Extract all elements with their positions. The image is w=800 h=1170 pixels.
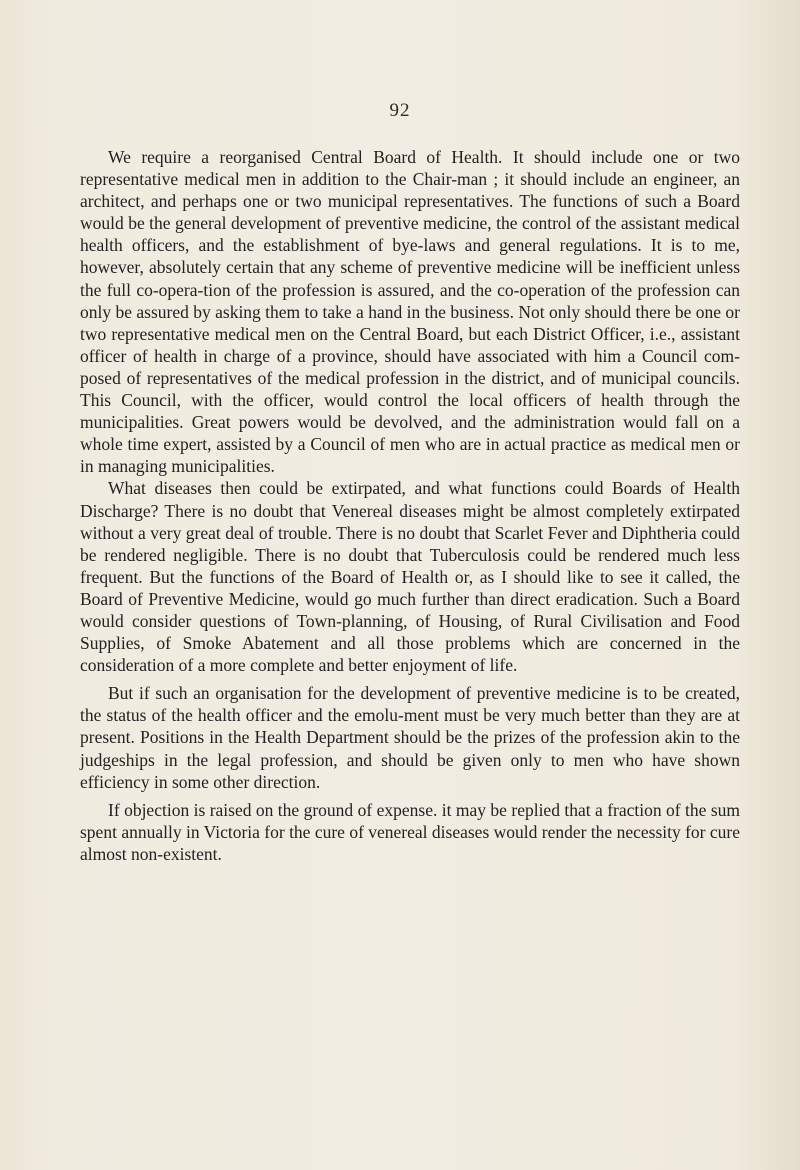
paragraph-2: What diseases then could be extirpated, and what functions could Boards of Health Discharge? There is no doubt that Venereal diseases might be almost completely extirpated without a very great deal of trouble. There is no doubt that Scarlet Fever and Diphtheria could be rendered negligible. There is no doubt that Tuberculosis could be rendered much less frequent. But the functions of the Board of Health or, as I should like to see it called, the Board of Preventive Medicine, would go much further than direct eradication. Such a Board would consider questions of Town-planning, of Housing, of Rural Civilisation and Food Supplies, of Smoke Abatement and all those problems which are concerned in the consideration of a more complete and better enjoyment of life. (80, 478, 740, 676)
page-number: 92 (389, 100, 411, 121)
paragraph-4: If objection is raised on the ground of expense. it may be replied that a fraction of the sum spent annually in Victoria for the cure of venereal diseases would render the necessity for cure almost non-existent. (80, 799, 740, 864)
paragraph-1: We require a reorganised Central Board of Health. It should include one or two representative medical men in addition to the Chair-man ; it should include an engineer, an architect, and perhaps one or two municipal representatives. The functions of such a Board would be the general development of preventive medicine, the control of the assistant medical health officers, and the establishment of bye-laws and general regulations. It is to me, however, absolutely certain that any scheme of preventive medicine will be inefficient unless the full co-opera-tion of the profession is assured, and the co-operation of the profession can only be assured by asking them to take a hand in the business. Not only should there be one or two representative medical men on the Central Board, but each District Officer, i.e., assistant officer of health in charge of a province, should have associated with him a Council com-posed of representatives of the medical profession in the district, and of municipal councils. This Council, with the officer, would control the local officers of health through the municipalities. Great powers would be devolved, and the administration would fall on a whole time expert, assisted by a Council of men who are in actual practice as medical men or in managing municipalities. (80, 147, 741, 477)
paragraph-3: But if such an organisation for the development of preventive medicine is to be created, the status of the health officer and the emolu-ment must be very much better than they are at present. Positions in the Health Department should be the prizes of the profession akin to the judgeships in the legal profession, and should be given only to men who have shown efficiency in some other direction. (80, 683, 740, 792)
body-text (80, 146, 740, 865)
